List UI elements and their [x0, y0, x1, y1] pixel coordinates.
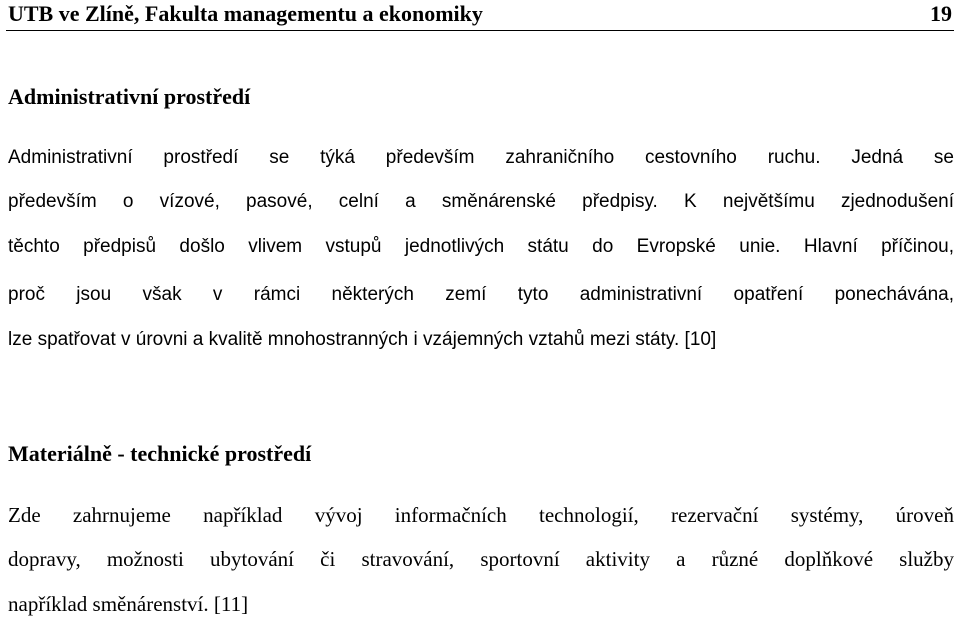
paragraph-line: Zde zahrnujeme například vývoj informačních technologií, rezervační systémy, úroveň: [8, 503, 954, 527]
paragraph-line: především o vízové, pasové, celní a směnárenské předpisy. K největšímu zjednodušení: [8, 191, 954, 212]
page-number: 19: [930, 1, 952, 26]
paragraph-line: například směnárenství. [11]: [8, 592, 249, 616]
paragraph-line: těchto předpisů došlo vlivem vstupů jednotlivých státu do Evropské unie. Hlavní příčinou,: [8, 236, 954, 257]
section-heading-material-technical: Materiálně - technické prostředí: [8, 441, 312, 466]
paragraph-line: dopravy, možnosti ubytování či stravování, sportovní aktivity a různé doplňkové služby: [8, 547, 954, 571]
paragraph-line: lze spatřovat v úrovni a kvalitě mnohostranných i vzájemných vztahů mezi státy. [10]: [8, 329, 717, 350]
running-header: [6, 0, 954, 31]
section-heading-administrative: Administrativní prostředí: [8, 84, 251, 109]
paragraph-line: proč jsou však v rámci některých zemí tyto administrativní opatření ponechávána,: [8, 284, 954, 305]
paragraph-line: Administrativní prostředí se týká především zahraničního cestovního ruchu. Jedná se: [8, 147, 954, 168]
header-title: UTB ve Zlíně, Fakulta managementu a ekonomiky: [8, 1, 483, 26]
